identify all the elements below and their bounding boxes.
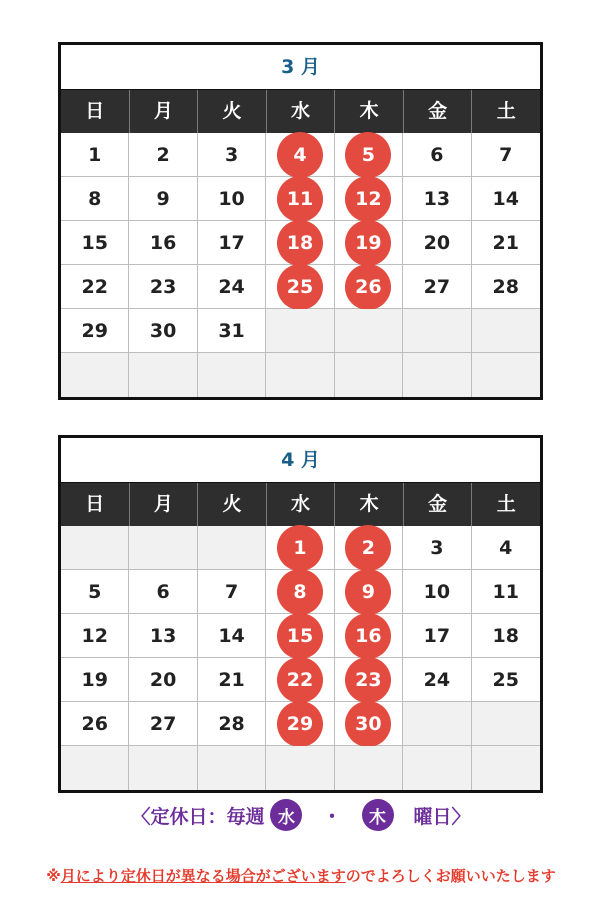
day-grid [61,133,540,397]
day-number: 3 [224,143,239,166]
empty-day-cell [403,353,471,397]
day-cell [403,570,471,614]
day-cell [472,526,540,570]
empty-day-cell [266,746,334,790]
closed-day-cell [335,570,403,614]
note-mark: ※ [46,867,61,885]
day-cell [61,221,129,265]
closed-day-number: 15 [277,613,323,659]
weekday-label: 土 [496,493,516,515]
day-cell [198,265,266,309]
closed-day-number: 8 [277,569,323,615]
day-cell [472,177,540,221]
day-cell [61,133,129,177]
empty-day-cell [472,702,540,746]
weekday-label: 火 [198,483,267,526]
day-number: 20 [423,231,451,254]
legend-separator: ・ [322,805,342,828]
closed-day-cell [266,614,334,658]
closed-day-cell [266,221,334,265]
weekday-label: 日 [61,90,130,133]
day-cell [403,177,471,221]
closed-day-number: 18 [277,220,323,266]
holiday-legend [0,793,602,837]
empty-day-cell [335,309,403,353]
day-number: 16 [149,231,177,254]
closed-day-cell [335,177,403,221]
day-number: 27 [423,275,451,298]
closed-day-cell [335,614,403,658]
empty-day-cell [61,353,129,397]
day-number: 13 [423,187,451,210]
day-cell [198,570,266,614]
day-number: 3 [430,536,444,559]
weekday-header [61,90,540,133]
day-number: 10 [218,187,245,210]
closed-day-cell [335,658,403,702]
day-cell [403,614,471,658]
closed-day-cell [335,526,403,570]
weekday-label: 火 [198,90,267,133]
calendar-title: 3 月 [61,45,540,90]
day-cell [129,570,197,614]
empty-day-cell [61,526,129,570]
day-number: 8 [88,187,102,210]
empty-day-cell [335,353,403,397]
day-number: 21 [218,668,245,691]
empty-day-cell [335,746,403,790]
day-number: 14 [218,624,245,647]
day-number: 4 [499,536,513,559]
closed-day-cell [266,526,334,570]
day-cell [198,221,266,265]
closed-day-number: 25 [277,264,323,310]
empty-day-cell [403,309,471,353]
day-number: 9 [156,187,170,210]
day-cell [61,702,129,746]
day-cell [198,133,266,177]
calendar-april [58,435,543,793]
weekday-label: 日 [61,483,130,526]
day-cell [129,309,197,353]
weekday-label: 月 [130,483,199,526]
closed-day-number: 12 [345,176,391,222]
day-number: 29 [81,319,108,342]
day-number: 24 [218,275,245,298]
closed-day-number: 19 [345,220,391,266]
empty-day-cell [198,353,266,397]
day-number: 21 [492,231,519,254]
day-number: 24 [423,668,451,691]
weekday-label: 木 [335,90,404,133]
day-cell [61,614,129,658]
day-cell [472,570,540,614]
note-rest-text: のでよろしくお願いいたします [345,867,556,885]
empty-day-cell [198,746,266,790]
note-underlined-text: 月により定休日が異なる場合がございます [60,867,346,885]
closed-day-number: 23 [345,657,391,703]
closed-day-number: 5 [345,132,391,178]
day-cell [129,265,197,309]
closed-day-number: 29 [277,701,323,747]
day-number: 23 [149,275,177,298]
closed-day-number: 26 [345,264,391,310]
day-number: 19 [81,668,108,691]
day-number: 5 [88,580,102,603]
empty-day-cell [472,746,540,790]
day-cell [472,133,540,177]
day-number: 6 [430,143,444,166]
legend-prefix: 〈定休日：毎週 [131,805,265,828]
day-cell [403,221,471,265]
day-cell [472,221,540,265]
day-cell [61,309,129,353]
closed-day-number: 1 [277,525,323,571]
day-cell [129,658,197,702]
day-number: 26 [81,712,108,735]
weekday-label: 水 [267,90,336,133]
closed-day-cell [266,265,334,309]
day-grid [61,526,540,790]
day-number: 22 [81,275,108,298]
closed-day-number: 4 [277,132,323,178]
empty-day-cell [198,526,266,570]
weekday-label: 水 [267,483,336,526]
empty-day-cell [129,746,197,790]
day-number: 28 [218,712,245,735]
empty-day-cell [403,746,471,790]
closed-day-number: 11 [277,176,323,222]
closed-day-number: 16 [345,613,391,659]
closed-day-cell [266,133,334,177]
day-cell [403,658,471,702]
closed-day-cell [266,177,334,221]
day-number: 30 [149,319,177,342]
day-cell [198,702,266,746]
day-number: 25 [492,668,519,691]
day-cell [198,309,266,353]
closed-day-cell [335,221,403,265]
closed-day-cell [266,702,334,746]
day-number: 2 [156,143,170,166]
day-cell [129,221,197,265]
empty-day-cell [266,353,334,397]
closed-day-cell [266,658,334,702]
closed-day-cell [266,570,334,614]
weekday-label: 金 [404,483,473,526]
day-number: 20 [149,668,177,691]
day-cell [472,614,540,658]
closed-day-number: 22 [277,657,323,703]
closed-day-number: 9 [345,569,391,615]
day-cell [129,702,197,746]
day-cell [129,614,197,658]
day-number: 17 [423,624,451,647]
empty-day-cell [129,526,197,570]
day-number: 13 [149,624,177,647]
day-number: 17 [218,231,245,254]
day-number: 1 [88,143,102,166]
day-cell [198,658,266,702]
day-cell [403,265,471,309]
weekday-label: 月 [130,90,199,133]
day-number: 15 [81,231,108,254]
day-number: 6 [156,580,170,603]
closed-day-cell [335,265,403,309]
empty-day-cell [472,309,540,353]
calendar-title: 4 月 [61,438,540,483]
empty-day-cell [266,309,334,353]
day-cell [198,177,266,221]
closed-day-cell [335,133,403,177]
legend-day-thursday-badge: 木 [362,799,394,831]
day-cell [472,265,540,309]
day-number: 28 [492,275,519,298]
closed-day-number: 30 [345,701,391,747]
day-cell [403,526,471,570]
day-number: 7 [224,580,239,603]
weekday-label: 木 [335,483,404,526]
weekday-label: 金 [404,90,473,133]
day-cell [61,570,129,614]
day-number: 31 [218,319,245,342]
day-cell [61,265,129,309]
empty-day-cell [61,746,129,790]
day-cell [403,133,471,177]
day-number: 7 [499,143,513,166]
weekday-label: 土 [496,100,516,122]
day-cell [129,177,197,221]
day-number: 11 [492,580,519,603]
day-cell [129,133,197,177]
weekday-header [61,483,540,526]
day-number: 27 [149,712,177,735]
legend-day-wednesday-badge: 水 [270,799,302,831]
day-number: 12 [81,624,108,647]
empty-day-cell [129,353,197,397]
closed-day-cell [335,702,403,746]
empty-day-cell [403,702,471,746]
day-number: 14 [492,187,519,210]
holiday-note [0,865,602,886]
day-cell [472,658,540,702]
day-cell [61,658,129,702]
closed-day-number: 2 [345,525,391,571]
empty-day-cell [472,353,540,397]
legend-suffix: 曜日〉 [413,805,471,828]
day-number: 18 [492,624,519,647]
day-cell [61,177,129,221]
day-cell [198,614,266,658]
day-number: 10 [423,580,451,603]
calendar-march [58,42,543,400]
